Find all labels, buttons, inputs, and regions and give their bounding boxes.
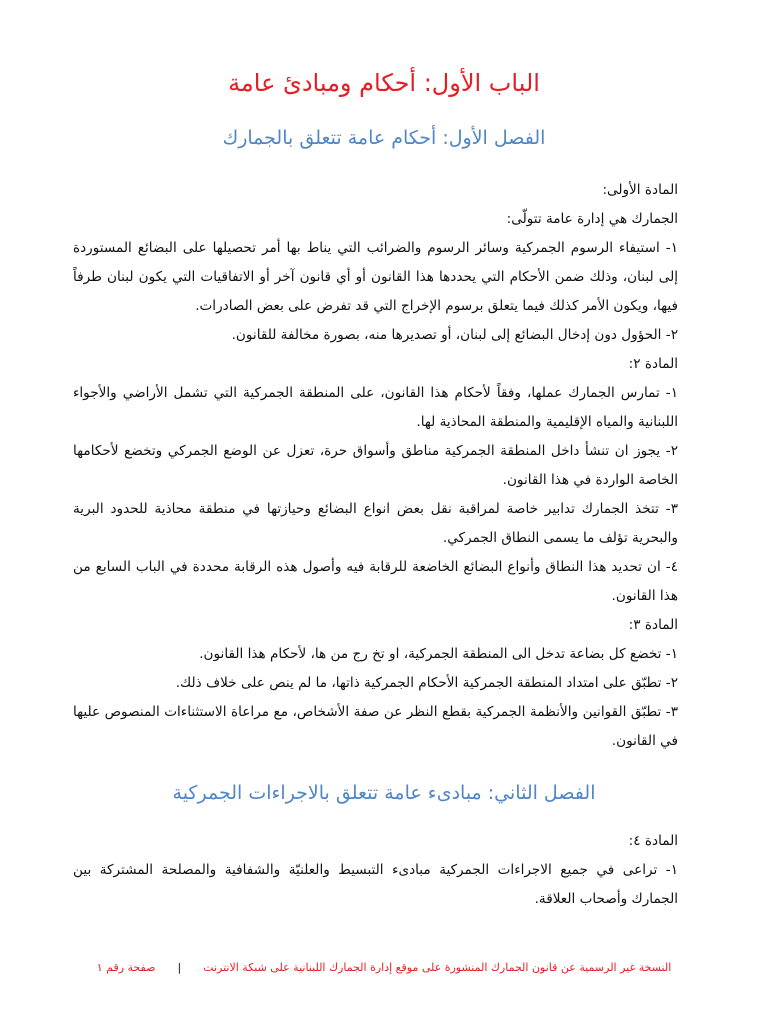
- article-1-item-1: ١- استيفاء الرسوم الجمركية وسائر الرسوم والضرائب التي يناط بها أمر تحصيلها على البضائع المستوردة إلى لبنان، وذلك ضمن الأحكام التي يحددها هذا القانون أو أي قانون آخر أو الاتفاقيات التي يكون لبنان طرفاً فيها، ويكون الأمر كذلك فيما يتعلق برسوم الإخراج التي قد تفرض على بعض الصادرات.: [73, 240, 678, 314]
- article-2-item-2: ٢- يجوز ان تنشأ داخل المنطقة الجمركية مناطق وأسواق حرة، تعزل عن الوضع الجمركي وتخضع لأحكامها الخاصة الواردة في هذا القانون.: [73, 443, 678, 488]
- chapter-1-body: [73, 176, 678, 756]
- chapter-1-title: الفصل الأول: أحكام عامة تتعلق بالجمارك: [222, 127, 546, 149]
- article-2-item-4: ٤- ان تحديد هذا النطاق وأنواع البضائع الخاضعة للرقابة فيه وأصول هذه الرقابة محددة في الباب السابع من هذا القانون.: [73, 559, 678, 604]
- article-2-item-1: ١- تمارس الجمارك عملها، وفقاً لأحكام هذا القانون، على المنطقة الجمركية التي تشمل الأراضي والأجواء اللبنانية والمياه الإقليمية والمنطقة المحاذية لها.: [73, 385, 678, 430]
- part-title: الباب الأول: أحكام ومبادئ عامة: [228, 69, 540, 97]
- article-3-heading: المادة ٣:: [628, 617, 678, 633]
- article-4-item-1: ١- تراعى في جميع الاجراءات الجمركية مبادىء التبسيط والعلنيّة والشفافية والمصلحة المشتركة بين الجمارك وأصحاب العلاقة.: [73, 862, 678, 907]
- article-1-heading: المادة الأولى:: [602, 182, 678, 198]
- chapter-2-title: الفصل الثاني: مبادىء عامة تتعلق بالاجراءات الجمركية: [172, 782, 596, 804]
- article-3-item-2: ٢- تطبّق على امتداد المنطقة الجمركية الأحكام الجمركية ذاتها، ما لم ينص على خلاف ذلك.: [175, 675, 678, 691]
- article-3-item-3: ٣- تطبّق القوانين والأنظمة الجمركية بقطع النظر عن صفة الأشخاص، مع مراعاة الاستثناءات المنصوص عليها في القانون.: [73, 704, 678, 749]
- footer-page-number: صفحة رقم ١: [96, 961, 156, 974]
- article-1-item-2: ٢- الحؤول دون إدخال البضائع إلى لبنان، أو تصديرها منه، بصورة مخالفة للقانون.: [231, 327, 678, 343]
- article-4-heading: المادة ٤:: [628, 833, 678, 849]
- chapter-2-body: [73, 827, 678, 914]
- footer-notice: النسخة غير الرسمية عن قانون الجمارك المنشورة على موقع إدارة الجمارك اللبنانية على شبكة الانترنت: [203, 961, 672, 974]
- footer-separator: |: [177, 961, 182, 974]
- page-footer: [40, 960, 728, 976]
- article-2-item-3: ٣- تتخذ الجمارك تدابير خاصة لمراقبة نقل بعض انواع البضائع وحيازتها في منطقة محاذية للحدود البرية والبحرية تؤلف ما يسمى النطاق الجمركي.: [73, 501, 678, 546]
- article-3-item-1: ١- تخضع كل بضاعة تدخل الى المنطقة الجمركية، او تخ رج من ها، لأحكام هذا القانون.: [199, 646, 678, 662]
- article-1-intro: الجمارك هي إدارة عامة تتولّى:: [506, 211, 678, 227]
- article-2-heading: المادة ٢:: [628, 356, 678, 372]
